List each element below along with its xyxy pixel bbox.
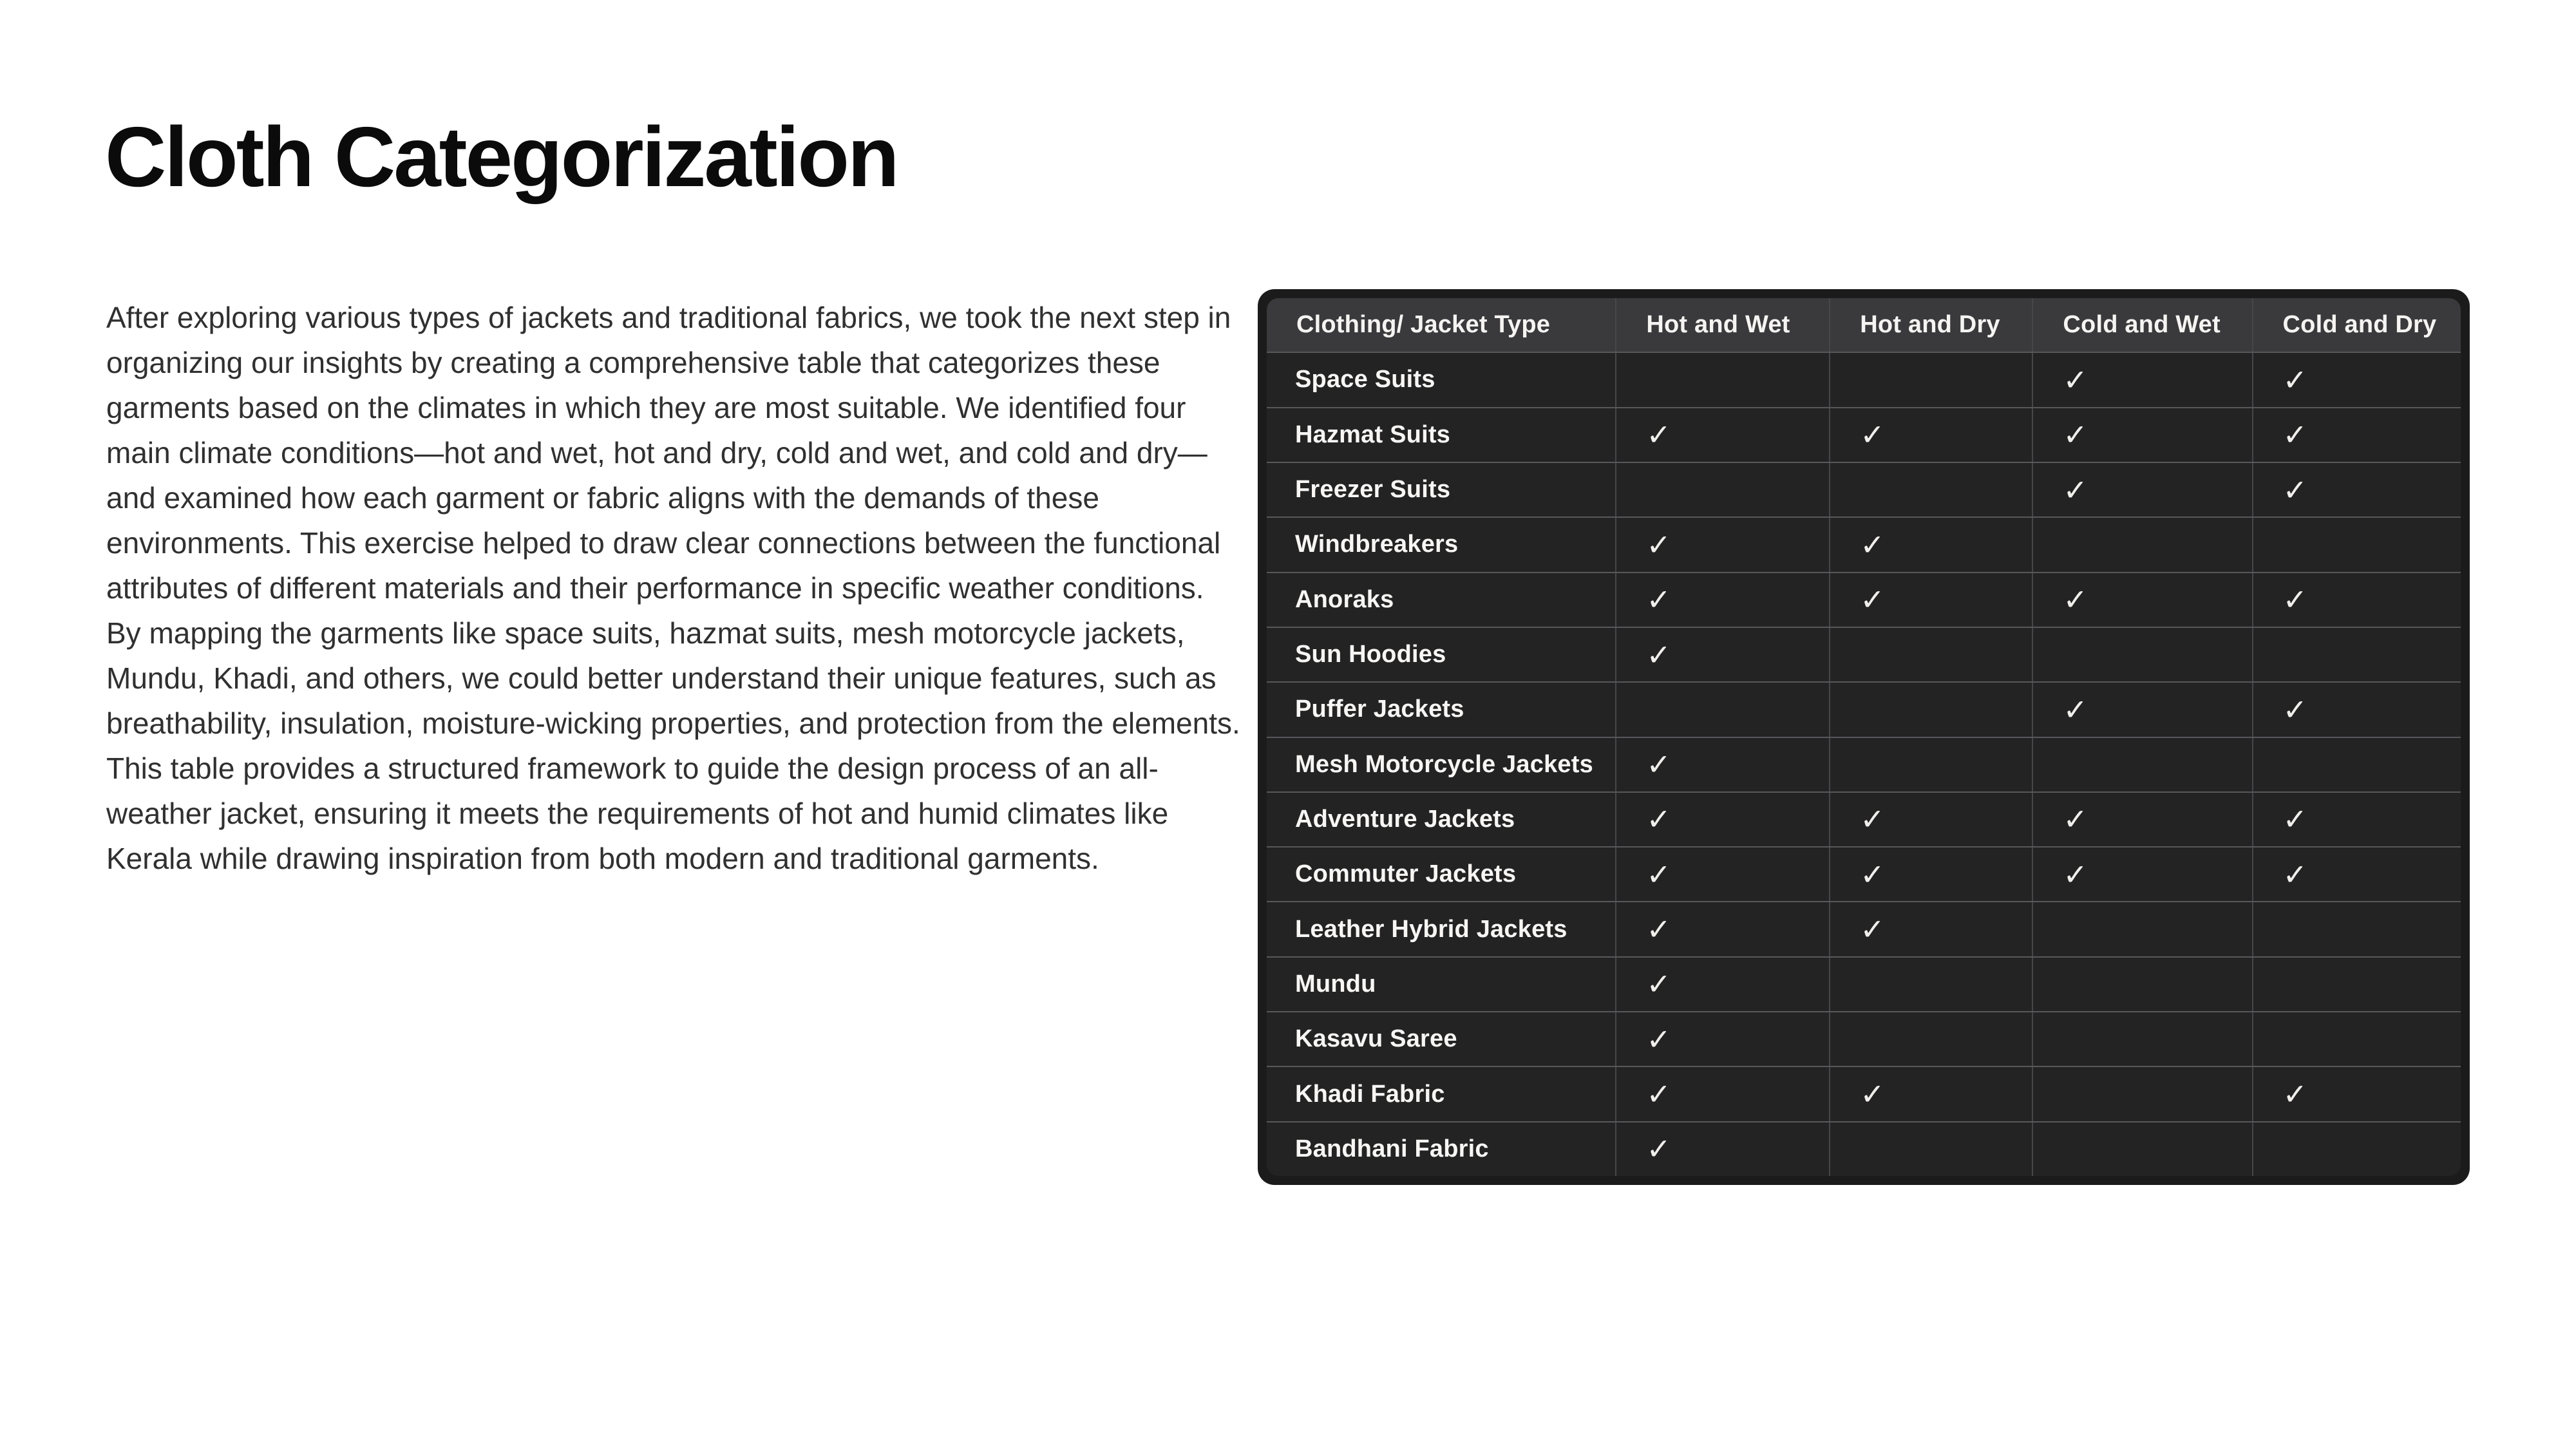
table-row — [1267, 956, 2461, 1011]
empty-cell — [2252, 628, 2461, 681]
empty-cell — [2252, 958, 2461, 1011]
check-mark: ✓ — [1829, 902, 2032, 956]
check-mark: ✓ — [1615, 518, 1829, 571]
row-label: Freezer Suits — [1295, 476, 1451, 504]
empty-cell — [1615, 463, 1829, 516]
row-label: Bandhani Fabric — [1295, 1135, 1489, 1162]
empty-cell — [1615, 683, 1829, 736]
check-mark: ✓ — [1829, 573, 2032, 627]
empty-cell — [2252, 902, 2461, 956]
check-mark: ✓ — [2032, 353, 2251, 406]
check-mark: ✓ — [1615, 902, 1829, 956]
climate-table — [1267, 298, 2461, 1176]
check-mark: ✓ — [1615, 958, 1829, 1011]
check-mark: ✓ — [2032, 408, 2251, 462]
empty-cell — [1829, 463, 2032, 516]
column-header-cold-and-dry: Cold and Dry — [2252, 298, 2461, 352]
check-mark: ✓ — [2032, 793, 2251, 846]
column-header-hot-and-dry: Hot and Dry — [1829, 298, 2032, 352]
table-row — [1267, 681, 2461, 736]
check-mark: ✓ — [1615, 793, 1829, 846]
table-row — [1267, 516, 2461, 571]
table-row — [1267, 627, 2461, 681]
check-mark: ✓ — [2252, 408, 2461, 462]
row-label: Adventure Jackets — [1295, 805, 1515, 833]
climate-table-frame — [1258, 289, 2470, 1185]
check-mark: ✓ — [2252, 1067, 2461, 1121]
check-mark: ✓ — [2252, 353, 2461, 406]
table-row — [1267, 462, 2461, 516]
check-mark: ✓ — [1615, 408, 1829, 462]
check-mark: ✓ — [1829, 1067, 2032, 1121]
row-label: Windbreakers — [1295, 531, 1459, 558]
check-mark: ✓ — [2032, 683, 2251, 736]
check-mark: ✓ — [2032, 463, 2251, 516]
empty-cell — [1829, 353, 2032, 406]
table-row — [1267, 791, 2461, 846]
empty-cell — [2252, 518, 2461, 571]
empty-cell — [1829, 628, 2032, 681]
check-mark: ✓ — [2252, 793, 2461, 846]
check-mark: ✓ — [1829, 793, 2032, 846]
table-row — [1267, 572, 2461, 627]
empty-cell — [2032, 1012, 2251, 1066]
check-mark: ✓ — [1829, 518, 2032, 571]
check-mark: ✓ — [1615, 628, 1829, 681]
check-mark: ✓ — [1829, 848, 2032, 901]
empty-cell — [1615, 353, 1829, 406]
row-label: Puffer Jackets — [1295, 696, 1464, 723]
row-label: Hazmat Suits — [1295, 421, 1451, 448]
table-row — [1267, 407, 2461, 462]
empty-cell — [2032, 958, 2251, 1011]
check-mark: ✓ — [2252, 573, 2461, 627]
check-mark: ✓ — [1615, 573, 1829, 627]
check-mark: ✓ — [1615, 1067, 1829, 1121]
empty-cell — [2032, 738, 2251, 791]
row-label: Sun Hoodies — [1295, 641, 1446, 668]
empty-cell — [2032, 628, 2251, 681]
empty-cell — [2032, 1122, 2251, 1176]
row-label: Leather Hybrid Jackets — [1295, 915, 1567, 943]
table-row — [1267, 352, 2461, 406]
check-mark: ✓ — [2252, 683, 2461, 736]
column-header-hot-and-wet: Hot and Wet — [1615, 298, 1829, 352]
table-header-row — [1267, 298, 2461, 352]
empty-cell — [1829, 738, 2032, 791]
table-row — [1267, 1121, 2461, 1176]
empty-cell — [2032, 902, 2251, 956]
check-mark: ✓ — [1615, 848, 1829, 901]
row-label: Mesh Motorcycle Jackets — [1295, 750, 1593, 778]
row-label: Commuter Jackets — [1295, 860, 1517, 888]
row-label: Kasavu Saree — [1295, 1025, 1457, 1053]
page-title: Cloth Categorization — [105, 109, 898, 204]
intro-paragraph: After exploring various types of jackets and traditional fabrics, we took the next step in organizing our insights by creating a comprehensive table that categorizes these garments based on the climates in which they are most suitable. We identified four main climate conditions—hot and wet, hot and dry, cold and wet, and cold and dry—and examined how each garment or fabric aligns with the demands of these environments. This exercise helped to draw clear connections between the functional attributes of different materials and their performance in specific weather conditions. By mapping the garments like space suits, hazmat suits, mesh motorcycle jackets, Mundu, Khadi, and others, we could better understand their unique features, such as breathability, insulation, moisture-wicking properties, and protection from the elements. This table provides a structured framework to guide the design process of an all-weather jacket, ensuring it meets the requirements of hot and humid climates like Kerala while drawing inspiration from both modern and traditional garments. — [106, 301, 1240, 875]
column-header-cold-and-wet: Cold and Wet — [2032, 298, 2251, 352]
row-label: Space Suits — [1295, 366, 1435, 393]
check-mark: ✓ — [1829, 408, 2032, 462]
table-row — [1267, 901, 2461, 956]
check-mark: ✓ — [2032, 848, 2251, 901]
table-row — [1267, 1011, 2461, 1066]
empty-cell — [1829, 683, 2032, 736]
row-label: Anoraks — [1295, 585, 1394, 613]
check-mark: ✓ — [1615, 1122, 1829, 1176]
empty-cell — [2252, 1012, 2461, 1066]
empty-cell — [1829, 1012, 2032, 1066]
check-mark: ✓ — [1615, 738, 1829, 791]
empty-cell — [2252, 1122, 2461, 1176]
check-mark: ✓ — [2252, 848, 2461, 901]
table-row — [1267, 1066, 2461, 1121]
empty-cell — [2252, 738, 2461, 791]
table-row — [1267, 846, 2461, 901]
table-row — [1267, 737, 2461, 791]
empty-cell — [2032, 518, 2251, 571]
empty-cell — [1829, 958, 2032, 1011]
check-mark: ✓ — [2032, 573, 2251, 627]
empty-cell — [2032, 1067, 2251, 1121]
check-mark: ✓ — [2252, 463, 2461, 516]
empty-cell — [1829, 1122, 2032, 1176]
check-mark: ✓ — [1615, 1012, 1829, 1066]
column-header-clothing-type: Clothing/ Jacket Type — [1296, 311, 1551, 339]
row-label: Khadi Fabric — [1295, 1080, 1445, 1108]
row-label: Mundu — [1295, 970, 1376, 998]
